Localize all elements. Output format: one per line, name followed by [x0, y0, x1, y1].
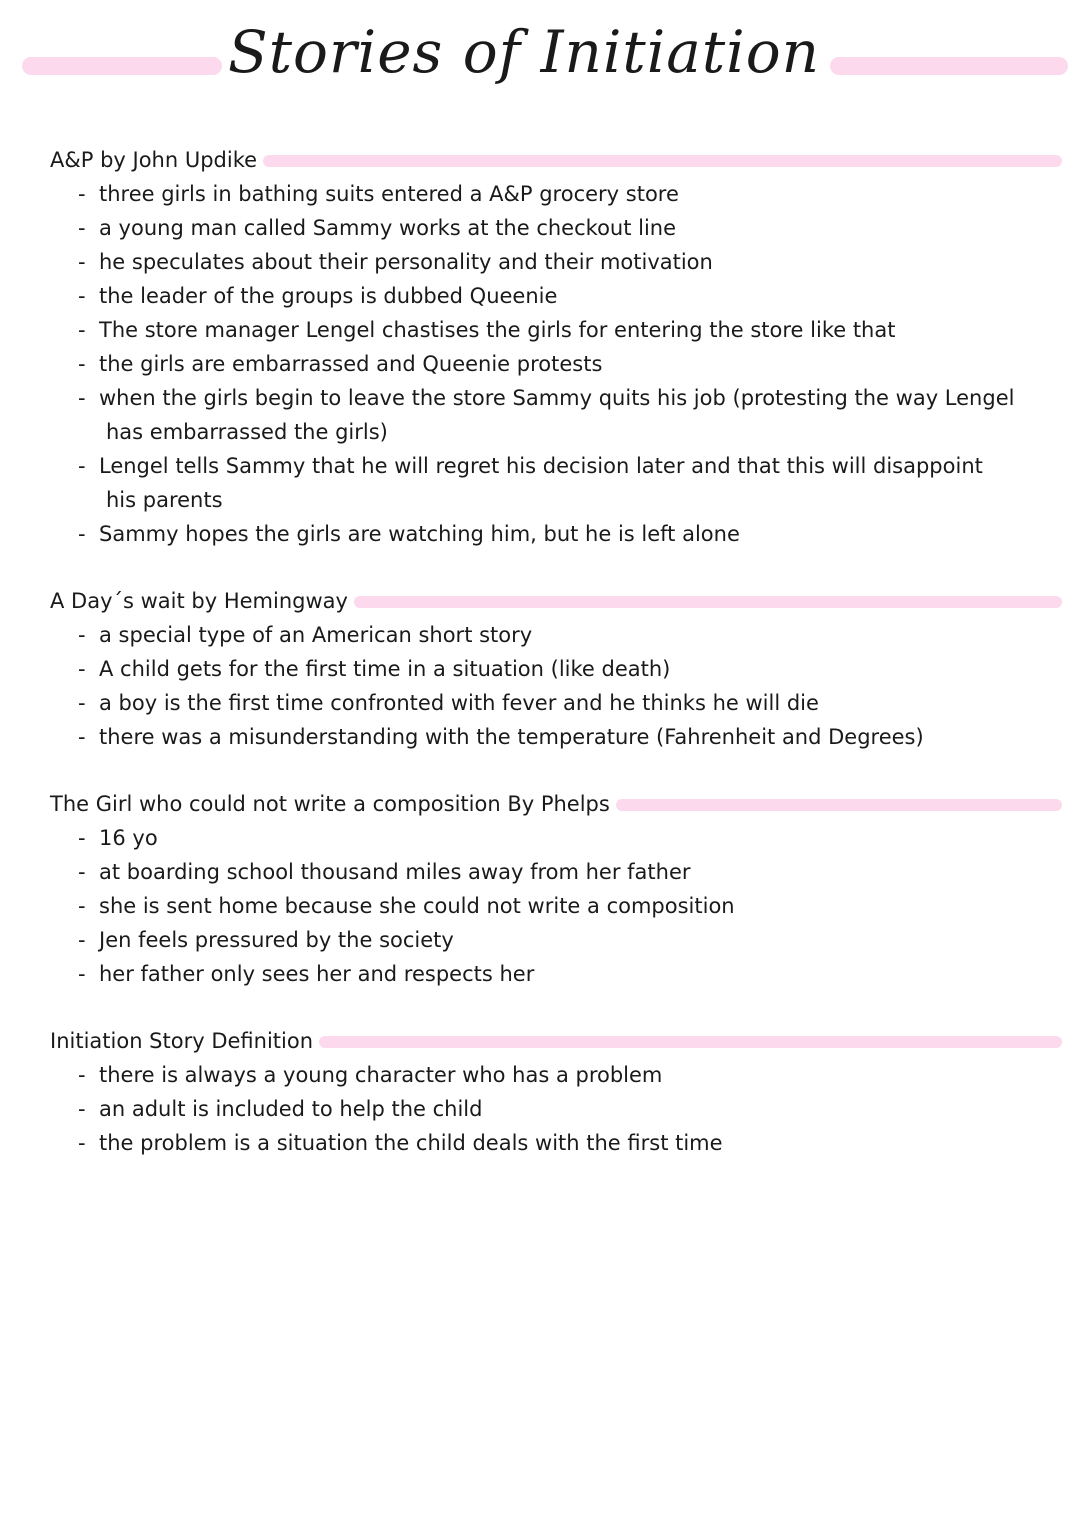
list-item: - 16 yo: [78, 821, 1062, 855]
bullet-list: [50, 1058, 1062, 1160]
section-heading-row: [50, 1024, 1062, 1058]
title-highlight-left: [22, 57, 222, 75]
list-item: - a boy is the first time confronted with fever and he thinks he will die: [78, 686, 1062, 720]
heading-highlight: [319, 1036, 1062, 1048]
list-item-line: Lengel tells Sammy that he will regret his decision later and that this will disappoint: [99, 454, 983, 478]
section-days-wait: [50, 584, 1062, 754]
bullet-list: [50, 618, 1062, 754]
title-row: [0, 0, 1080, 120]
page-title: Stories of Initiation: [228, 18, 820, 86]
list-item: - Sammy hopes the girls are watching him, but he is left alone: [78, 517, 1062, 551]
list-item: - there is always a young character who has a problem: [78, 1058, 1062, 1092]
list-item: [78, 381, 1062, 449]
heading-highlight: [263, 155, 1062, 167]
section-a-and-p: [50, 143, 1062, 551]
list-item: [78, 449, 1062, 517]
list-item-continuation: has embarrassed the girls): [106, 420, 388, 444]
list-item: - he speculates about their personality and their motivation: [78, 245, 1062, 279]
section-heading: Initiation Story Definition: [50, 1029, 314, 1053]
bullet-list: [50, 821, 1062, 991]
list-item-line: when the girls begin to leave the store Sammy quits his job (protesting the way Lengel: [99, 386, 1015, 410]
section-initiation-definition: [50, 1024, 1062, 1160]
list-item-continuation: his parents: [106, 488, 223, 512]
bullet-list: [50, 177, 1062, 551]
section-heading-row: [50, 787, 1062, 821]
list-item: - Jen feels pressured by the society: [78, 923, 1062, 957]
list-item: - The store manager Lengel chastises the girls for entering the store like that: [78, 313, 1062, 347]
list-item: - the problem is a situation the child deals with the first time: [78, 1126, 1062, 1160]
list-item: - there was a misunderstanding with the temperature (Fahrenheit and Degrees): [78, 720, 1062, 754]
list-item: - a special type of an American short story: [78, 618, 1062, 652]
heading-highlight: [616, 799, 1062, 811]
list-item: - an adult is included to help the child: [78, 1092, 1062, 1126]
list-item: - the girls are embarrassed and Queenie protests: [78, 347, 1062, 381]
section-heading-row: [50, 143, 1062, 177]
list-item: - the leader of the groups is dubbed Queenie: [78, 279, 1062, 313]
list-item: - three girls in bathing suits entered a A&P grocery store: [78, 177, 1062, 211]
list-item: - at boarding school thousand miles away from her father: [78, 855, 1062, 889]
section-heading: A Day´s wait by Hemingway: [50, 589, 348, 613]
section-heading: The Girl who could not write a composition By Phelps: [50, 792, 610, 816]
section-heading-row: [50, 584, 1062, 618]
list-item: - her father only sees her and respects her: [78, 957, 1062, 991]
section-girl-composition: [50, 787, 1062, 991]
section-heading: A&P by John Updike: [50, 148, 258, 172]
list-item: - a young man called Sammy works at the checkout line: [78, 211, 1062, 245]
list-item: - A child gets for the first time in a situation (like death): [78, 652, 1062, 686]
heading-highlight: [354, 596, 1062, 608]
title-highlight-right: [830, 57, 1068, 75]
list-item: - she is sent home because she could not write a composition: [78, 889, 1062, 923]
